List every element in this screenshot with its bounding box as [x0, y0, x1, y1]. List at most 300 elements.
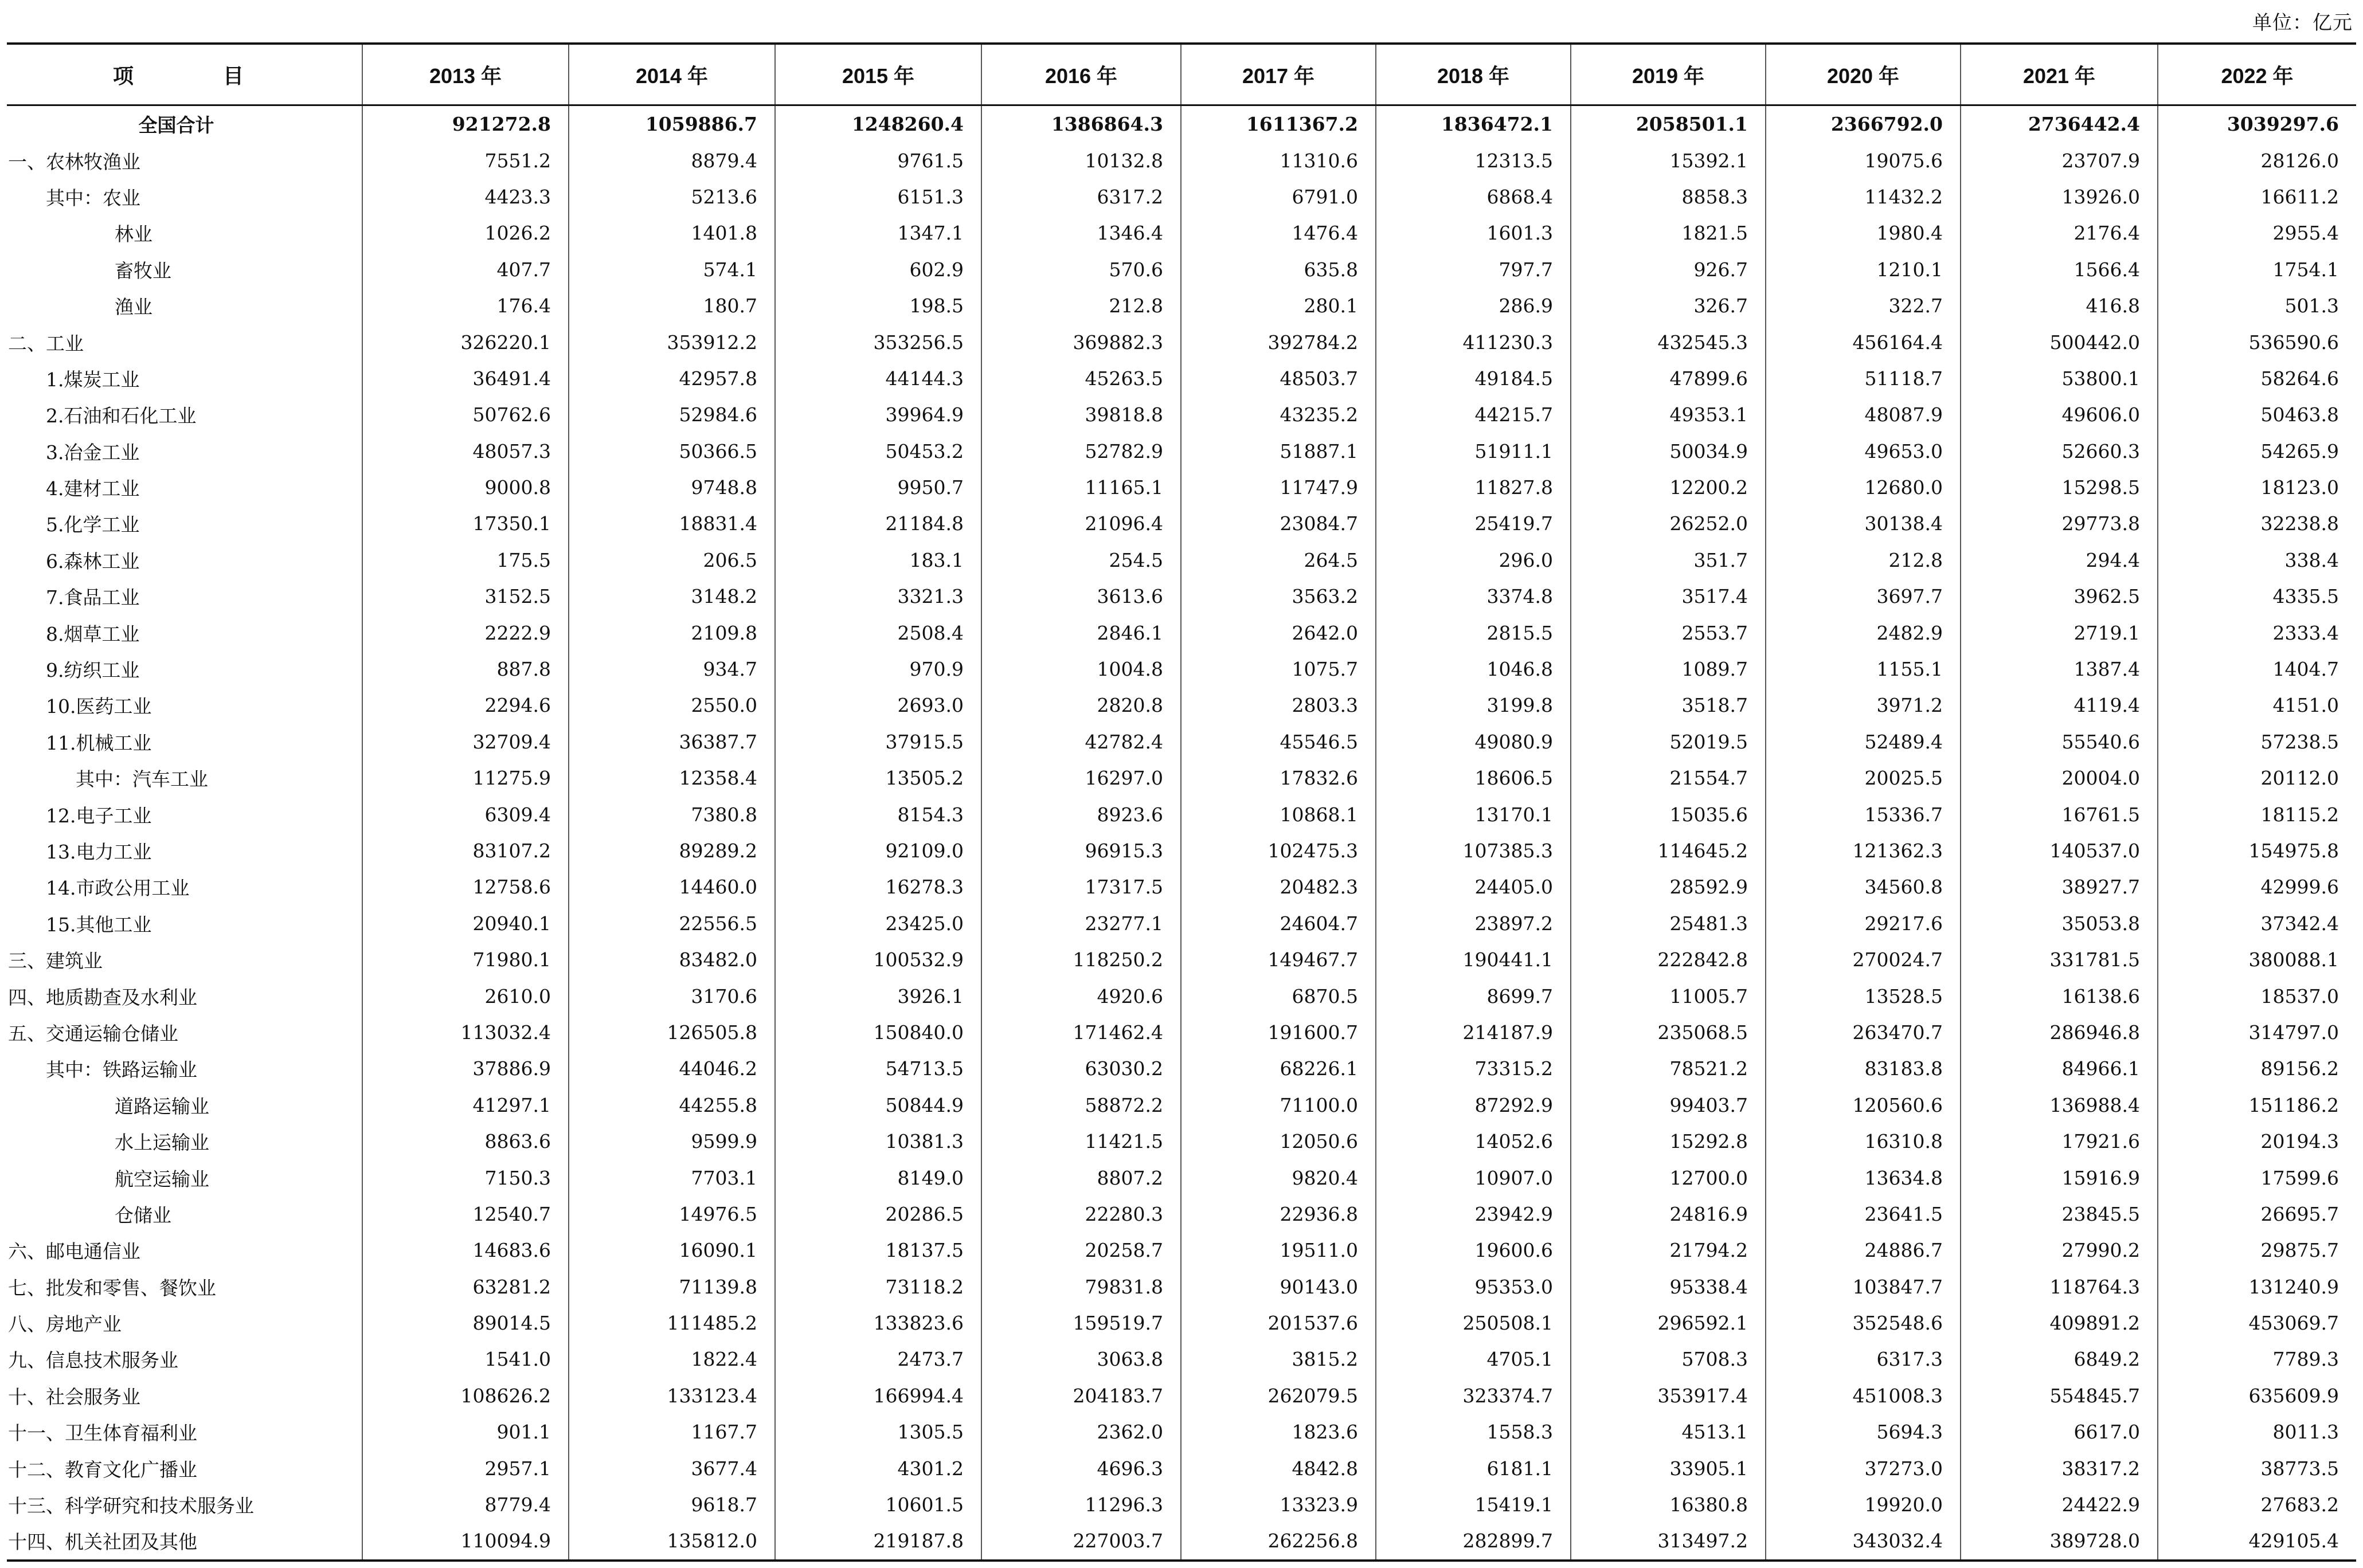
table-row — [7, 1159, 2356, 1195]
value-cell: 6317.2 — [981, 179, 1181, 215]
value-cell: 222842.8 — [1571, 942, 1766, 978]
value-cell: 108626.2 — [362, 1378, 569, 1414]
table-row — [7, 942, 2356, 978]
value-cell: 19511.0 — [1181, 1232, 1376, 1268]
value-cell: 38927.7 — [1961, 869, 2158, 905]
value-cell: 6849.2 — [1961, 1341, 2158, 1377]
table-row — [7, 1523, 2356, 1560]
value-cell: 282899.7 — [1376, 1523, 1571, 1560]
value-cell: 12358.4 — [569, 760, 775, 796]
value-cell: 8011.3 — [2158, 1414, 2356, 1450]
value-cell: 2736442.4 — [1961, 105, 2158, 143]
value-cell: 99403.7 — [1571, 1087, 1766, 1123]
table-body — [7, 105, 2356, 1561]
value-cell: 2957.1 — [362, 1450, 569, 1486]
value-cell: 429105.4 — [2158, 1523, 2356, 1560]
value-cell: 2333.4 — [2158, 614, 2356, 650]
value-cell: 11005.7 — [1571, 978, 1766, 1014]
value-cell: 71980.1 — [362, 942, 569, 978]
table-row — [7, 288, 2356, 324]
value-cell: 554845.7 — [1961, 1378, 2158, 1414]
value-cell: 12050.6 — [1181, 1123, 1376, 1159]
value-cell: 118250.2 — [981, 942, 1181, 978]
value-cell: 13634.8 — [1766, 1159, 1961, 1195]
value-cell: 934.7 — [569, 651, 775, 687]
value-cell: 887.8 — [362, 651, 569, 687]
table-row — [7, 1123, 2356, 1159]
value-cell: 136988.4 — [1961, 1087, 2158, 1123]
value-cell: 79831.8 — [981, 1269, 1181, 1305]
value-cell: 15292.8 — [1571, 1123, 1766, 1159]
value-cell: 4151.0 — [2158, 687, 2356, 723]
row-label: 14.市政公用工业 — [46, 877, 190, 900]
value-cell: 2176.4 — [1961, 215, 2158, 251]
value-cell: 20482.3 — [1181, 869, 1376, 905]
row-label: 渔业 — [115, 296, 152, 319]
header-year: 2014 年 — [569, 44, 775, 105]
value-cell: 204183.7 — [981, 1378, 1181, 1414]
value-cell: 2508.4 — [775, 614, 981, 650]
value-cell: 25481.3 — [1571, 905, 1766, 942]
value-cell: 2109.8 — [569, 614, 775, 650]
value-cell: 95338.4 — [1571, 1269, 1766, 1305]
value-cell: 212.8 — [981, 288, 1181, 324]
value-cell: 52782.9 — [981, 433, 1181, 469]
value-cell: 48503.7 — [1181, 360, 1376, 397]
table-row — [7, 687, 2356, 723]
value-cell: 28592.9 — [1571, 869, 1766, 905]
value-cell: 9618.7 — [569, 1487, 775, 1523]
value-cell: 16611.2 — [2158, 179, 2356, 215]
value-cell: 135812.0 — [569, 1523, 775, 1560]
value-cell: 183.1 — [775, 542, 981, 578]
value-cell: 2610.0 — [362, 978, 569, 1014]
value-cell: 206.5 — [569, 542, 775, 578]
value-cell: 12200.2 — [1571, 469, 1766, 505]
value-cell: 451008.3 — [1766, 1378, 1961, 1414]
value-cell: 3321.3 — [775, 578, 981, 614]
value-cell: 13323.9 — [1181, 1487, 1376, 1523]
value-cell: 1822.4 — [569, 1341, 775, 1377]
value-cell: 16297.0 — [981, 760, 1181, 796]
value-cell: 58872.2 — [981, 1087, 1181, 1123]
header-year: 2021 年 — [1961, 44, 2158, 105]
value-cell: 1476.4 — [1181, 215, 1376, 251]
value-cell: 1004.8 — [981, 651, 1181, 687]
value-cell: 3971.2 — [1766, 687, 1961, 723]
table-row — [7, 469, 2356, 505]
table-row — [7, 1087, 2356, 1123]
value-cell: 16090.1 — [569, 1232, 775, 1268]
value-cell: 2955.4 — [2158, 215, 2356, 251]
value-cell: 22936.8 — [1181, 1196, 1376, 1232]
value-cell: 3563.2 — [1181, 578, 1376, 614]
value-cell: 235068.5 — [1571, 1014, 1766, 1050]
value-cell: 323374.7 — [1376, 1378, 1571, 1414]
value-cell: 313497.2 — [1571, 1523, 1766, 1560]
row-label: 三、建筑业 — [8, 950, 103, 973]
value-cell: 12758.6 — [362, 869, 569, 905]
value-cell: 8879.4 — [569, 142, 775, 178]
table-row — [7, 1450, 2356, 1486]
value-cell: 4423.3 — [362, 179, 569, 215]
value-cell: 71139.8 — [569, 1269, 775, 1305]
value-cell: 4696.3 — [981, 1450, 1181, 1486]
value-cell: 13926.0 — [1961, 179, 2158, 215]
value-cell: 96915.3 — [981, 833, 1181, 869]
value-cell: 970.9 — [775, 651, 981, 687]
value-cell: 16138.6 — [1961, 978, 2158, 1014]
value-cell: 797.7 — [1376, 252, 1571, 288]
value-cell: 11432.2 — [1766, 179, 1961, 215]
value-cell: 392784.2 — [1181, 324, 1376, 360]
value-cell: 171462.4 — [981, 1014, 1181, 1050]
row-label: 3.冶金工业 — [46, 441, 140, 464]
value-cell: 10132.8 — [981, 142, 1181, 178]
value-cell: 219187.8 — [775, 1523, 981, 1560]
value-cell: 68226.1 — [1181, 1050, 1376, 1087]
value-cell: 100532.9 — [775, 942, 981, 978]
value-cell: 23845.5 — [1961, 1196, 2158, 1232]
value-cell: 17350.1 — [362, 505, 569, 542]
table-row — [7, 760, 2356, 796]
value-cell: 3517.4 — [1571, 578, 1766, 614]
value-cell: 20286.5 — [775, 1196, 981, 1232]
value-cell: 16761.5 — [1961, 796, 2158, 832]
value-cell: 326220.1 — [362, 324, 569, 360]
value-cell: 18137.5 — [775, 1232, 981, 1268]
value-cell: 120560.6 — [1766, 1087, 1961, 1123]
value-cell: 49080.9 — [1376, 724, 1571, 760]
value-cell: 7703.1 — [569, 1159, 775, 1195]
value-cell: 73315.2 — [1376, 1050, 1571, 1087]
value-cell: 121362.3 — [1766, 833, 1961, 869]
value-cell: 6870.5 — [1181, 978, 1376, 1014]
row-label: 13.电力工业 — [46, 841, 152, 863]
value-cell: 353917.4 — [1571, 1378, 1766, 1414]
table-row — [7, 869, 2356, 905]
value-cell: 2294.6 — [362, 687, 569, 723]
value-cell: 8699.7 — [1376, 978, 1571, 1014]
value-cell: 49184.5 — [1376, 360, 1571, 397]
header-year: 2019 年 — [1571, 44, 1766, 105]
value-cell: 12313.5 — [1376, 142, 1571, 178]
value-cell: 1248260.4 — [775, 105, 981, 143]
row-label: 十三、科学研究和技术服务业 — [8, 1495, 254, 1518]
value-cell: 16310.8 — [1766, 1123, 1961, 1159]
value-cell: 264.5 — [1181, 542, 1376, 578]
value-cell: 1046.8 — [1376, 651, 1571, 687]
value-cell: 1387.4 — [1961, 651, 2158, 687]
header-year: 2018 年 — [1376, 44, 1571, 105]
value-cell: 111485.2 — [569, 1305, 775, 1341]
row-label: 11.机械工业 — [46, 731, 152, 754]
value-cell: 2820.8 — [981, 687, 1181, 723]
value-cell: 2719.1 — [1961, 614, 2158, 650]
value-cell: 49653.0 — [1766, 433, 1961, 469]
value-cell: 326.7 — [1571, 288, 1766, 324]
value-cell: 8154.3 — [775, 796, 981, 832]
value-cell: 50366.5 — [569, 433, 775, 469]
value-cell: 23707.9 — [1961, 142, 2158, 178]
row-label: 9.纺织工业 — [46, 659, 140, 682]
table-row — [7, 614, 2356, 650]
value-cell: 432545.3 — [1571, 324, 1766, 360]
value-cell: 14052.6 — [1376, 1123, 1571, 1159]
value-cell: 201537.6 — [1181, 1305, 1376, 1341]
value-cell: 456164.4 — [1766, 324, 1961, 360]
value-cell: 4705.1 — [1376, 1341, 1571, 1377]
value-cell: 9748.8 — [569, 469, 775, 505]
value-cell: 5708.3 — [1571, 1341, 1766, 1377]
value-cell: 1167.7 — [569, 1414, 775, 1450]
value-cell: 1566.4 — [1961, 252, 2158, 288]
header-year: 2022 年 — [2158, 44, 2356, 105]
table-row — [7, 252, 2356, 288]
row-label: 10.医药工业 — [46, 695, 152, 718]
value-cell: 602.9 — [775, 252, 981, 288]
header-year: 2015 年 — [775, 44, 981, 105]
row-label: 5.化学工业 — [46, 513, 140, 536]
value-cell: 34560.8 — [1766, 869, 1961, 905]
value-cell: 14976.5 — [569, 1196, 775, 1232]
row-label: 八、房地产业 — [8, 1313, 122, 1336]
value-cell: 2482.9 — [1766, 614, 1961, 650]
value-cell: 32238.8 — [2158, 505, 2356, 542]
value-cell: 15392.1 — [1571, 142, 1766, 178]
value-cell: 9761.5 — [775, 142, 981, 178]
value-cell: 73118.2 — [775, 1269, 981, 1305]
value-cell: 90143.0 — [1181, 1269, 1376, 1305]
value-cell: 3962.5 — [1961, 578, 2158, 614]
value-cell: 1404.7 — [2158, 651, 2356, 687]
value-cell: 11827.8 — [1376, 469, 1571, 505]
value-cell: 3677.4 — [569, 1450, 775, 1486]
value-cell: 71100.0 — [1181, 1087, 1376, 1123]
row-label: 6.森林工业 — [46, 550, 140, 573]
value-cell: 1210.1 — [1766, 252, 1961, 288]
value-cell: 11165.1 — [981, 469, 1181, 505]
value-cell: 176.4 — [362, 288, 569, 324]
value-cell: 8779.4 — [362, 1487, 569, 1523]
value-cell: 254.5 — [981, 542, 1181, 578]
table-row — [7, 796, 2356, 832]
value-cell: 27990.2 — [1961, 1232, 2158, 1268]
value-cell: 2815.5 — [1376, 614, 1571, 650]
value-cell: 2362.0 — [981, 1414, 1181, 1450]
value-cell: 286.9 — [1376, 288, 1571, 324]
value-cell: 14460.0 — [569, 869, 775, 905]
table-row — [7, 1014, 2356, 1050]
value-cell: 500442.0 — [1961, 324, 2158, 360]
value-cell: 18537.0 — [2158, 978, 2356, 1014]
value-cell: 44046.2 — [569, 1050, 775, 1087]
value-cell: 13505.2 — [775, 760, 981, 796]
value-cell: 13528.5 — [1766, 978, 1961, 1014]
value-cell: 8149.0 — [775, 1159, 981, 1195]
row-label: 航空运输业 — [115, 1167, 209, 1190]
value-cell: 51118.7 — [1766, 360, 1961, 397]
value-cell: 314797.0 — [2158, 1014, 2356, 1050]
value-cell: 26695.7 — [2158, 1196, 2356, 1232]
row-label: 一、农林牧渔业 — [8, 150, 140, 173]
value-cell: 23942.9 — [1376, 1196, 1571, 1232]
value-cell: 389728.0 — [1961, 1523, 2158, 1560]
value-cell: 4119.4 — [1961, 687, 2158, 723]
value-cell: 635609.9 — [2158, 1378, 2356, 1414]
value-cell: 32709.4 — [362, 724, 569, 760]
table-row — [7, 905, 2356, 942]
value-cell: 102475.3 — [1181, 833, 1376, 869]
value-cell: 13170.1 — [1376, 796, 1571, 832]
value-cell: 42957.8 — [569, 360, 775, 397]
value-cell: 37273.0 — [1766, 1450, 1961, 1486]
value-cell: 44144.3 — [775, 360, 981, 397]
value-cell: 212.8 — [1766, 542, 1961, 578]
value-cell: 25419.7 — [1376, 505, 1571, 542]
value-cell: 280.1 — [1181, 288, 1376, 324]
value-cell: 140537.0 — [1961, 833, 2158, 869]
value-cell: 107385.3 — [1376, 833, 1571, 869]
value-cell: 3063.8 — [981, 1341, 1181, 1377]
value-cell: 30138.4 — [1766, 505, 1961, 542]
value-cell: 6317.3 — [1766, 1341, 1961, 1377]
value-cell: 190441.1 — [1376, 942, 1571, 978]
value-cell: 2803.3 — [1181, 687, 1376, 723]
row-label: 其中：农业 — [46, 186, 140, 209]
value-cell: 1155.1 — [1766, 651, 1961, 687]
value-cell: 133123.4 — [569, 1378, 775, 1414]
value-cell: 20940.1 — [362, 905, 569, 942]
value-cell: 19600.6 — [1376, 1232, 1571, 1268]
value-cell: 250508.1 — [1376, 1305, 1571, 1341]
value-cell: 9950.7 — [775, 469, 981, 505]
value-cell: 55540.6 — [1961, 724, 2158, 760]
table-row — [7, 397, 2356, 433]
value-cell: 23084.7 — [1181, 505, 1376, 542]
value-cell: 37886.9 — [362, 1050, 569, 1087]
value-cell: 3697.7 — [1766, 578, 1961, 614]
value-cell: 8863.6 — [362, 1123, 569, 1159]
value-cell: 23641.5 — [1766, 1196, 1961, 1232]
value-cell: 6868.4 — [1376, 179, 1571, 215]
value-cell: 3170.6 — [569, 978, 775, 1014]
value-cell: 6181.1 — [1376, 1450, 1571, 1486]
value-cell: 53800.1 — [1961, 360, 2158, 397]
table-row — [7, 360, 2356, 397]
value-cell: 17599.6 — [2158, 1159, 2356, 1195]
value-cell: 42782.4 — [981, 724, 1181, 760]
value-cell: 17317.5 — [981, 869, 1181, 905]
value-cell: 3152.5 — [362, 578, 569, 614]
value-cell: 353256.5 — [775, 324, 981, 360]
value-cell: 1305.5 — [775, 1414, 981, 1450]
row-label: 其中：铁路运输业 — [46, 1059, 197, 1081]
value-cell: 416.8 — [1961, 288, 2158, 324]
value-cell: 23425.0 — [775, 905, 981, 942]
value-cell: 3374.8 — [1376, 578, 1571, 614]
value-cell: 12680.0 — [1766, 469, 1961, 505]
value-cell: 83183.8 — [1766, 1050, 1961, 1087]
table-row — [7, 1232, 2356, 1268]
value-cell: 118764.3 — [1961, 1269, 2158, 1305]
row-label: 林业 — [115, 223, 152, 246]
value-cell: 262256.8 — [1181, 1523, 1376, 1560]
value-cell: 3199.8 — [1376, 687, 1571, 723]
row-label: 道路运输业 — [115, 1095, 209, 1118]
value-cell: 1836472.1 — [1376, 105, 1571, 143]
table-row — [7, 215, 2356, 251]
table-row — [7, 1305, 2356, 1341]
value-cell: 39964.9 — [775, 397, 981, 433]
table-row — [7, 724, 2356, 760]
value-cell: 6617.0 — [1961, 1414, 2158, 1450]
value-cell: 1821.5 — [1571, 215, 1766, 251]
value-cell: 11296.3 — [981, 1487, 1181, 1523]
value-cell: 92109.0 — [775, 833, 981, 869]
value-cell: 1401.8 — [569, 215, 775, 251]
value-cell: 149467.7 — [1181, 942, 1376, 978]
table-row — [7, 578, 2356, 614]
value-cell: 294.4 — [1961, 542, 2158, 578]
value-cell: 45263.5 — [981, 360, 1181, 397]
value-cell: 29875.7 — [2158, 1232, 2356, 1268]
value-cell: 1754.1 — [2158, 252, 2356, 288]
value-cell: 198.5 — [775, 288, 981, 324]
value-cell: 19920.0 — [1766, 1487, 1961, 1523]
value-cell: 11747.9 — [1181, 469, 1376, 505]
value-cell: 52019.5 — [1571, 724, 1766, 760]
value-cell: 2058501.1 — [1571, 105, 1766, 143]
value-cell: 16278.3 — [775, 869, 981, 905]
value-cell: 150840.0 — [775, 1014, 981, 1050]
row-label: 其中：汽车工业 — [76, 768, 208, 791]
value-cell: 1601.3 — [1376, 215, 1571, 251]
row-label: 15.其他工业 — [46, 913, 152, 936]
value-cell: 296.0 — [1376, 542, 1571, 578]
value-cell: 63281.2 — [362, 1269, 569, 1305]
row-label: 四、地质勘查及水利业 — [8, 986, 197, 1009]
table-row — [7, 142, 2356, 178]
value-cell: 51911.1 — [1376, 433, 1571, 469]
value-cell: 28126.0 — [2158, 142, 2356, 178]
value-cell: 24422.9 — [1961, 1487, 2158, 1523]
value-cell: 4335.5 — [2158, 578, 2356, 614]
value-cell: 6309.4 — [362, 796, 569, 832]
value-cell: 24886.7 — [1766, 1232, 1961, 1268]
value-cell: 16380.8 — [1571, 1487, 1766, 1523]
value-cell: 41297.1 — [362, 1087, 569, 1123]
value-cell: 21096.4 — [981, 505, 1181, 542]
header-row — [7, 44, 2356, 105]
value-cell: 2473.7 — [775, 1341, 981, 1377]
value-cell: 7380.8 — [569, 796, 775, 832]
value-cell: 1611367.2 — [1181, 105, 1376, 143]
value-cell: 901.1 — [362, 1414, 569, 1450]
value-cell: 409891.2 — [1961, 1305, 2158, 1341]
value-cell: 57238.5 — [2158, 724, 2356, 760]
value-cell: 19075.6 — [1766, 142, 1961, 178]
value-cell: 18606.5 — [1376, 760, 1571, 796]
value-cell: 10601.5 — [775, 1487, 981, 1523]
value-cell: 2693.0 — [775, 687, 981, 723]
value-cell: 51887.1 — [1181, 433, 1376, 469]
value-cell: 12540.7 — [362, 1196, 569, 1232]
header-year: 2016 年 — [981, 44, 1181, 105]
value-cell: 18115.2 — [2158, 796, 2356, 832]
value-cell: 926.7 — [1571, 252, 1766, 288]
row-label: 1.煤炭工业 — [46, 368, 140, 391]
